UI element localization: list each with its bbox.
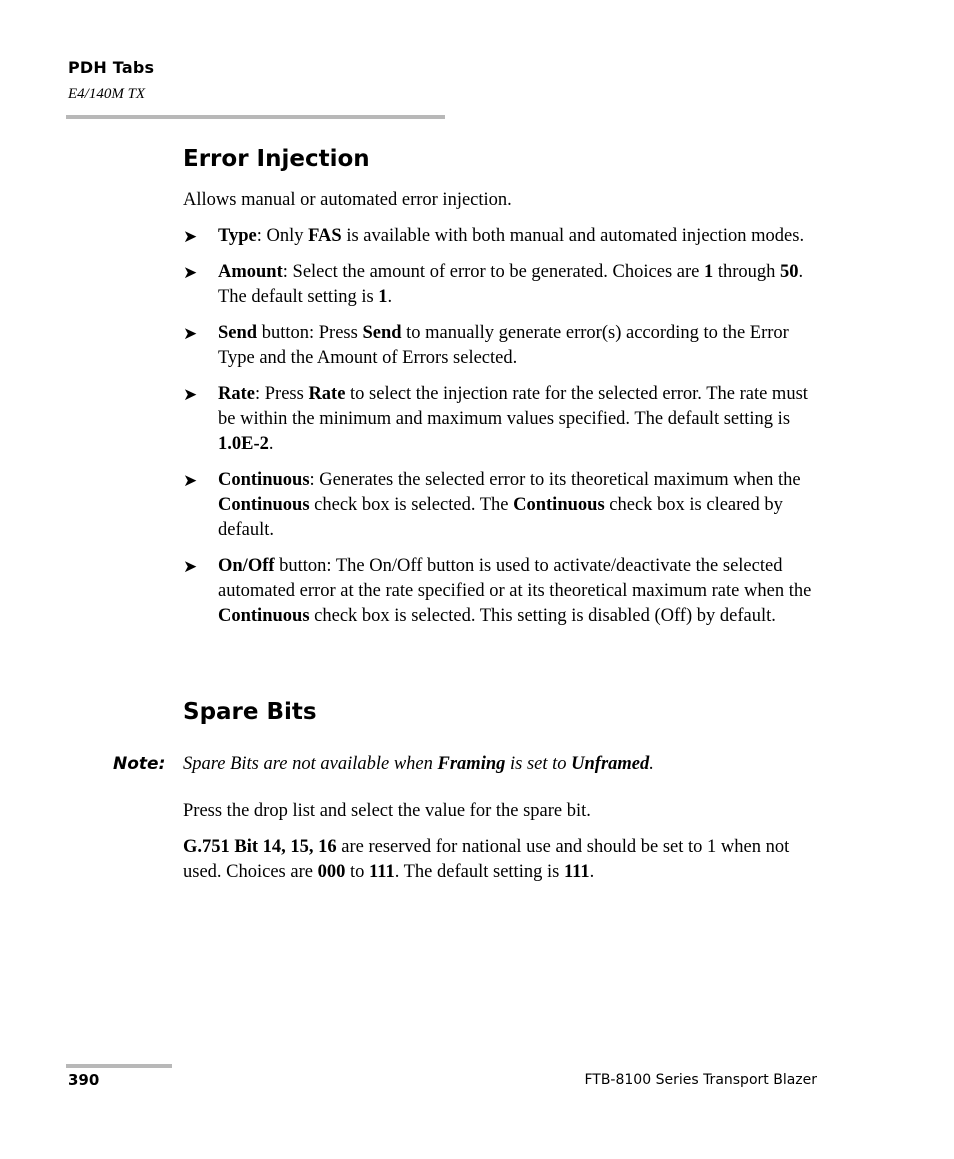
bold-term: Type [218, 226, 257, 246]
bold-term: 111 [369, 862, 395, 882]
text-run: : Press [254, 384, 309, 404]
text-run: is available with both manual and automated injection modes. [341, 226, 805, 246]
bold-term: Send [218, 323, 258, 343]
text-run: are reserved for national use and should be set to 1 when not used. Choices are [183, 837, 790, 882]
bold-term: G.751 Bit 14, 15, 16 [183, 837, 337, 857]
bold-term: Amount [218, 262, 283, 282]
arrow-bullet-icon: ➤ [183, 557, 198, 576]
text-run: button: The On/Off button is used to activate/deactivate the selected automated error at the rate specified or at its theoretical maximum rate when the [218, 556, 812, 601]
bold-term: Framing [437, 754, 506, 774]
bold-term: Send [362, 323, 402, 343]
text-run: check box is selected. This setting is disabled (Off) by default. [309, 606, 776, 626]
text-run: is set to [505, 754, 572, 774]
bold-term: 50 [780, 262, 799, 282]
bold-term: 1.0E-2 [218, 434, 269, 454]
bold-term: 111 [563, 862, 590, 882]
error-injection-heading: Error Injection [183, 146, 370, 172]
bold-term: 1 [378, 287, 388, 307]
arrow-bullet-icon: ➤ [183, 324, 198, 343]
arrow-bullet-icon: ➤ [183, 385, 198, 404]
text-run: button: Press [257, 323, 363, 343]
bold-term: Unframed [571, 754, 650, 774]
bold-term: 000 [317, 862, 346, 882]
text-run: . [268, 434, 274, 454]
bold-term: Rate [218, 384, 255, 404]
text-run: . [387, 287, 393, 307]
text-run: to manually generate error(s) according to the Error Type and the Amount of Errors selected. [218, 323, 789, 368]
text-run: check box is cleared by default. [218, 495, 783, 540]
spare-bits-heading: Spare Bits [183, 699, 317, 725]
text-run: check box is selected. The [309, 495, 514, 515]
text-run: : Only [256, 226, 309, 246]
arrow-bullet-icon: ➤ [183, 263, 198, 282]
text-run: through [713, 262, 781, 282]
bold-term: Continuous [218, 470, 310, 490]
bold-term: Continuous [218, 606, 310, 626]
text-run: . The default setting is [218, 262, 804, 307]
spare-bits-paragraph [183, 835, 823, 885]
note-block [113, 752, 654, 777]
header-divider [66, 115, 445, 119]
footer-divider [66, 1064, 172, 1068]
text-run: Spare Bits are not available when [183, 754, 438, 774]
error-injection-list [183, 224, 823, 629]
spare-bits-body [183, 799, 823, 896]
list-item [183, 321, 823, 371]
list-item [183, 224, 823, 249]
list-item [183, 468, 823, 543]
list-item [183, 554, 823, 629]
page-number: 390 [68, 1071, 100, 1089]
bold-term: Continuous [513, 495, 605, 515]
text-run: : Generates the selected error to its theoretical maximum when the [309, 470, 801, 490]
text-run: to select the injection rate for the selected error. The rate must be within the minimum and maximum values specified. The default setting is [218, 384, 808, 429]
bold-term: On/Off [218, 556, 275, 576]
error-injection-body [183, 188, 823, 640]
running-header [68, 58, 154, 103]
error-injection-intro: Allows manual or automated error injection. [183, 190, 512, 210]
note-text [183, 754, 654, 774]
text-run: . [589, 862, 595, 882]
section-title: PDH Tabs [68, 58, 155, 77]
list-item [183, 260, 823, 310]
subsection-title: E4/140M TX [68, 86, 146, 102]
text-run: . The default setting is [394, 862, 564, 882]
footer-title: FTB-8100 Series Transport Blazer [584, 1072, 817, 1088]
arrow-bullet-icon: ➤ [183, 471, 198, 490]
spare-bits-paragraph [183, 799, 823, 824]
bold-term: 1 [703, 262, 714, 282]
arrow-bullet-icon: ➤ [183, 227, 198, 246]
text-run: . [649, 754, 654, 774]
text-run: Press the drop list and select the value for the spare bit. [183, 801, 591, 821]
bold-term: FAS [308, 226, 342, 246]
note-label: Note: [113, 754, 166, 774]
bold-term: Rate [308, 384, 346, 404]
text-run: : Select the amount of error to be generated. Choices are [282, 262, 704, 282]
list-item [183, 382, 823, 457]
text-run: to [345, 862, 369, 882]
bold-term: Continuous [218, 495, 310, 515]
